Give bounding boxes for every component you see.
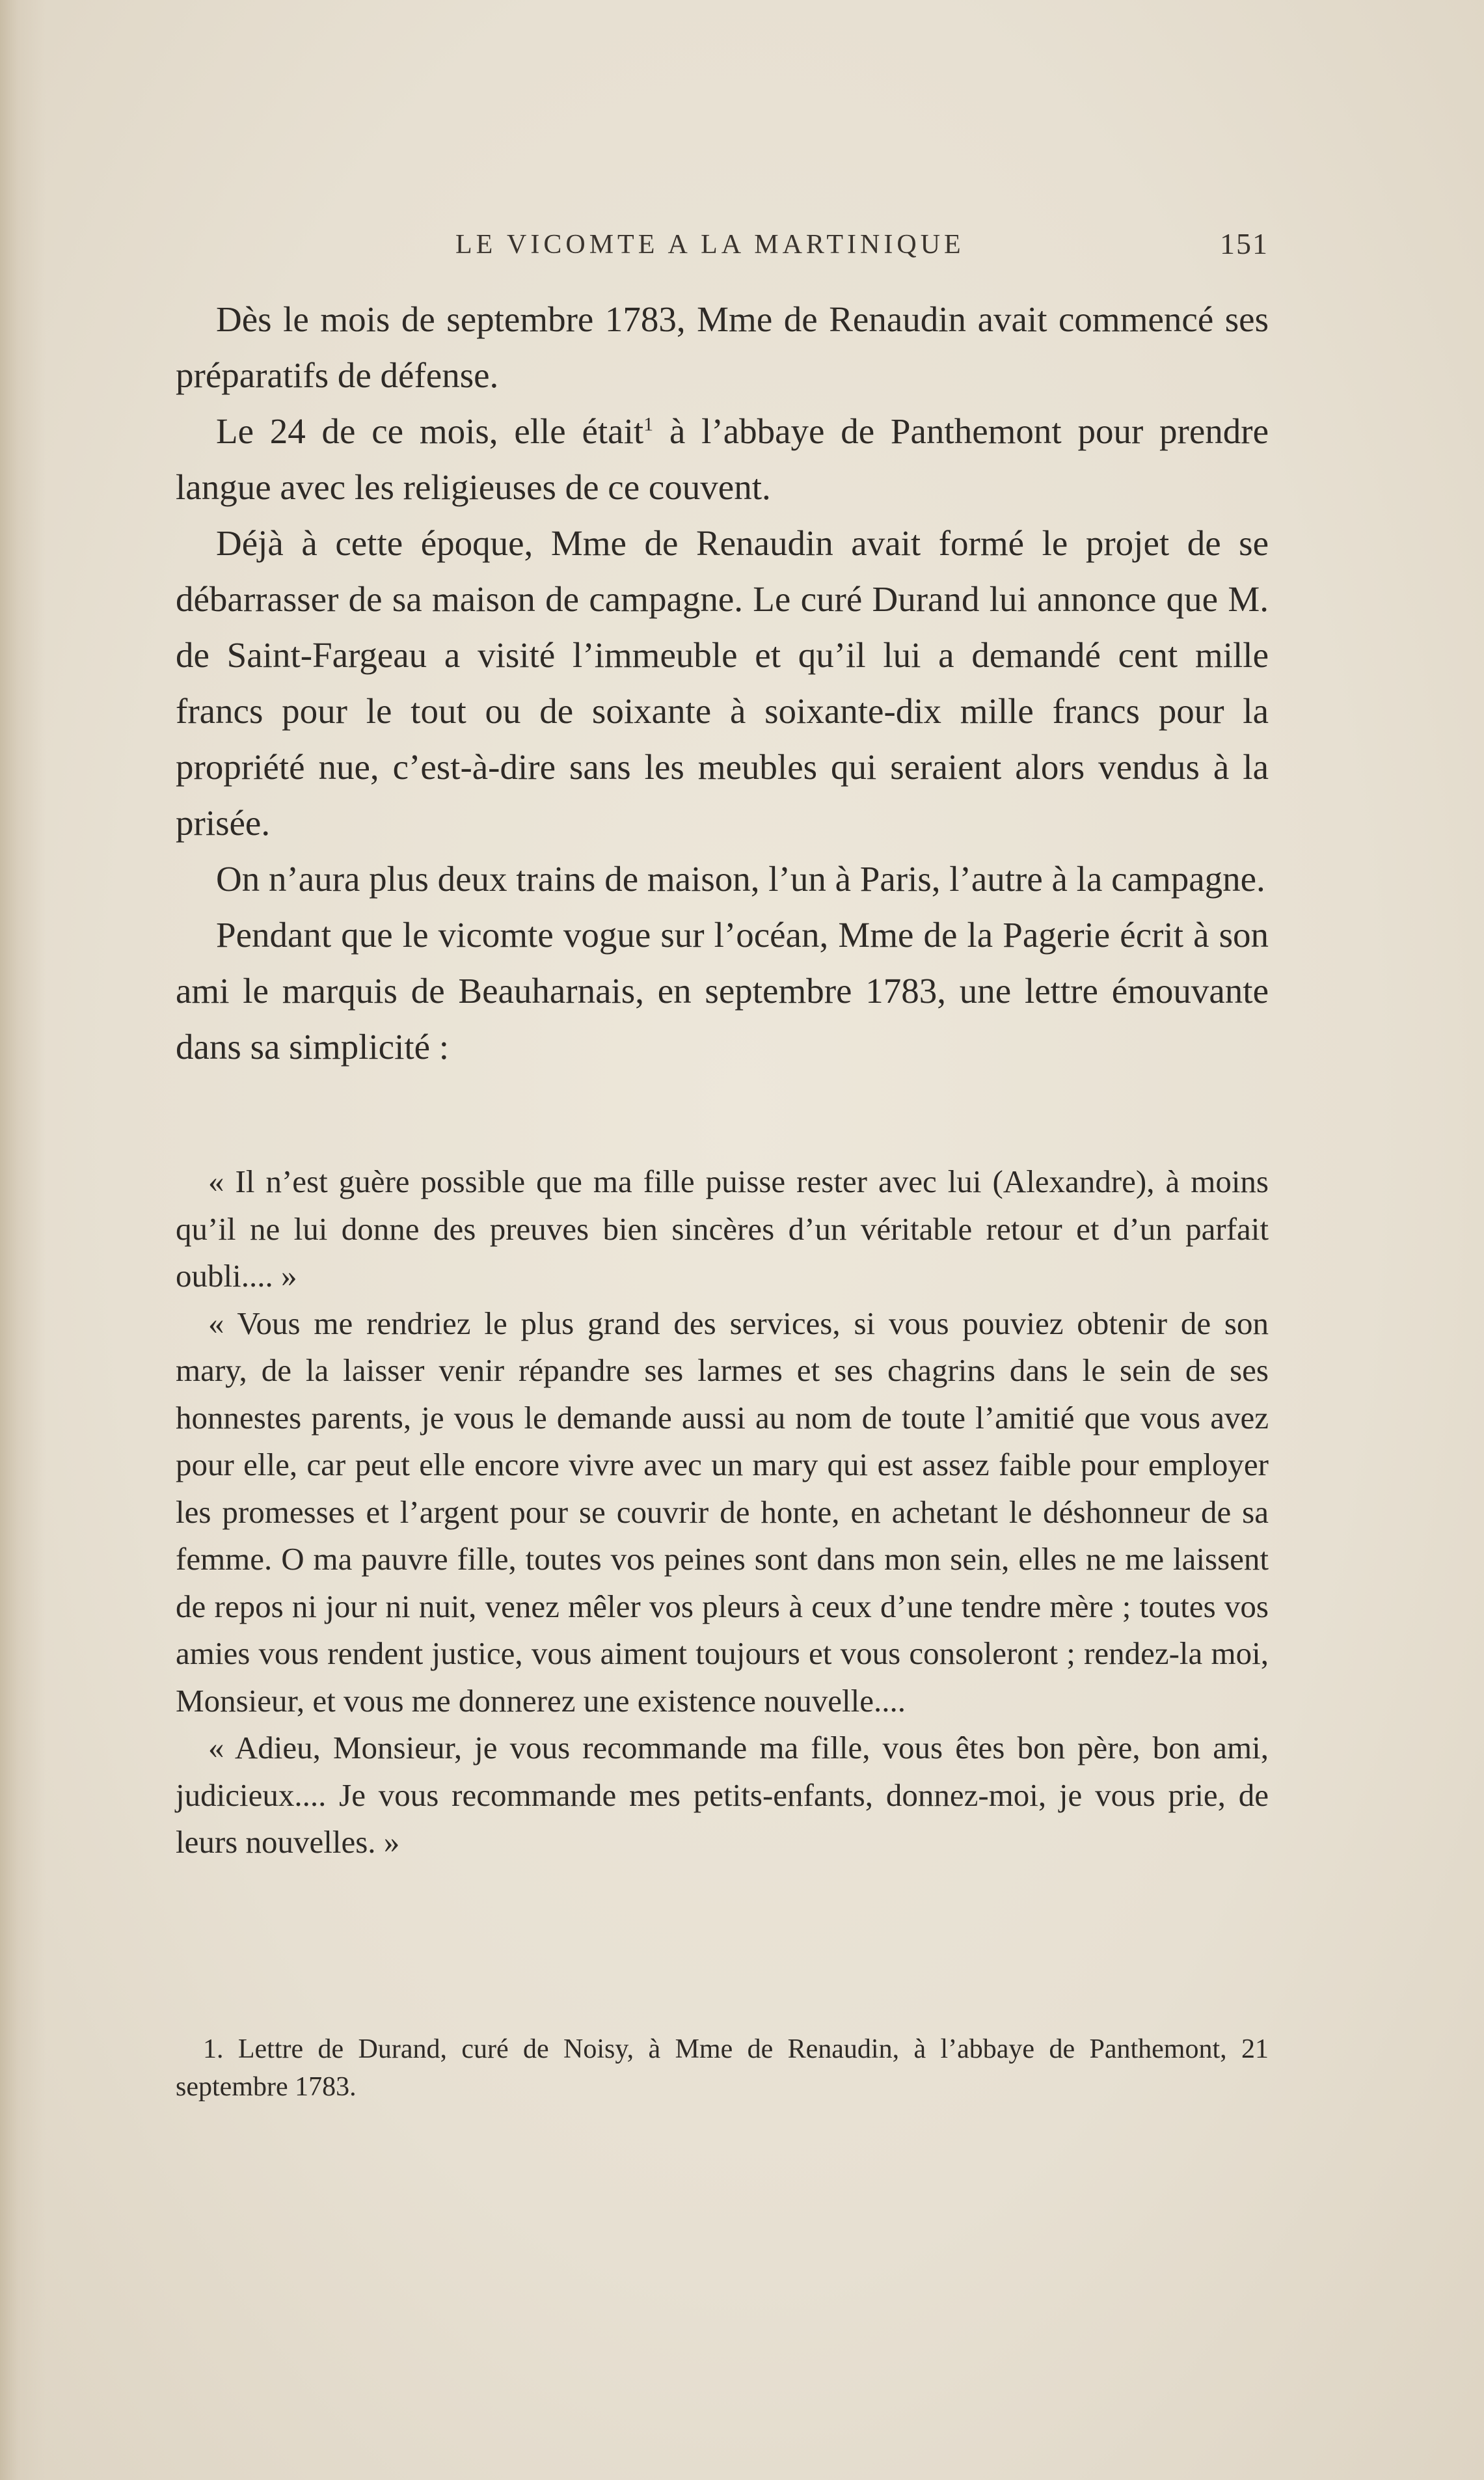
paragraph-1: Dès le mois de septembre 1783, Mme de Renaudin avait commencé ses préparatifs de défense. xyxy=(176,299,1269,395)
footnote-reference: 1 xyxy=(643,413,654,435)
paragraph-2-start: Le 24 de ce mois, elle était xyxy=(216,411,644,451)
paragraph-2-end: à l’abbaye de Panthemont pour prendre langue avec les religieuses de ce couvent. xyxy=(176,411,1269,507)
footnote-text: 1. Lettre de Durand, curé de Noisy, à Mme de Renaudin, à l’abbaye de Panthemont, 21 septembre 1783. xyxy=(176,2034,1269,2102)
paragraph-4: On n’aura plus deux trains de maison, l’un à Paris, l’autre à la campagne. xyxy=(216,859,1265,899)
quote-paragraph-2: « Vous me rendriez le plus grand des services, si vous pouviez obtenir de son mary, de la laisser venir répandre ses larmes et ses chagrins dans le sein de ses honnestes parents, je vous le demande aussi au nom de toute l’amitié que vous avez pour elle, car peut elle encore vivre avec un mary qui est assez faible pour employer les promesses et l’argent pour se couvrir de honte, en achetant le déshonneur de sa femme. O ma pauvre fille, toutes vos peines sont dans mon sein, elles ne me laissent de repos ni jour ni nuit, venez mêler vos pleurs à ceux d’une tendre mère ; toutes vos amies vous rendent justice, vous aiment toujours et vous consoleront ; rendez-la moi, Monsieur, et vous me donnerez une existence nouvelle.... xyxy=(176,1305,1269,1719)
letter-quotation xyxy=(176,1158,1269,1866)
main-text xyxy=(176,292,1269,1075)
running-header xyxy=(176,229,1269,268)
page-gutter-shadow xyxy=(0,0,46,2480)
footnote xyxy=(176,2030,1269,2106)
paragraph-3: Déjà à cette époque, Mme de Renaudin avait formé le projet de se débarrasser de sa maison de campagne. Le curé Durand lui annonce que M. de Saint-Fargeau a visité l’immeuble et qu’il lui a demandé cent mille francs pour le tout ou de soixante à soixante-dix mille francs pour la propriété nue, c’est-à-dire sans les meubles qui seraient alors vendus à la prisée. xyxy=(176,523,1269,843)
paragraph-5: Pendant que le vicomte vogue sur l’océan, Mme de la Pagerie écrit à son ami le marquis de Beauharnais, en septembre 1783, une lettre émouvante dans sa simplicité : xyxy=(176,915,1269,1067)
quote-paragraph-1: « Il n’est guère possible que ma fille puisse rester avec lui (Alexandre), à moins qu’il ne lui donne des preuves bien sincères d’un véritable retour et d’un parfait oubli.... » xyxy=(176,1164,1269,1294)
running-title: LE VICOMTE A LA MARTINIQUE xyxy=(455,230,965,260)
quote-paragraph-3: « Adieu, Monsieur, je vous recommande ma fille, vous êtes bon père, bon ami, judicieux.... Je vous recommande mes petits-enfants, donnez-moi, je vous prie, de leurs nouvelles. » xyxy=(176,1730,1269,1860)
paragraph-2 xyxy=(176,403,1269,515)
page-number: 151 xyxy=(1220,227,1269,260)
